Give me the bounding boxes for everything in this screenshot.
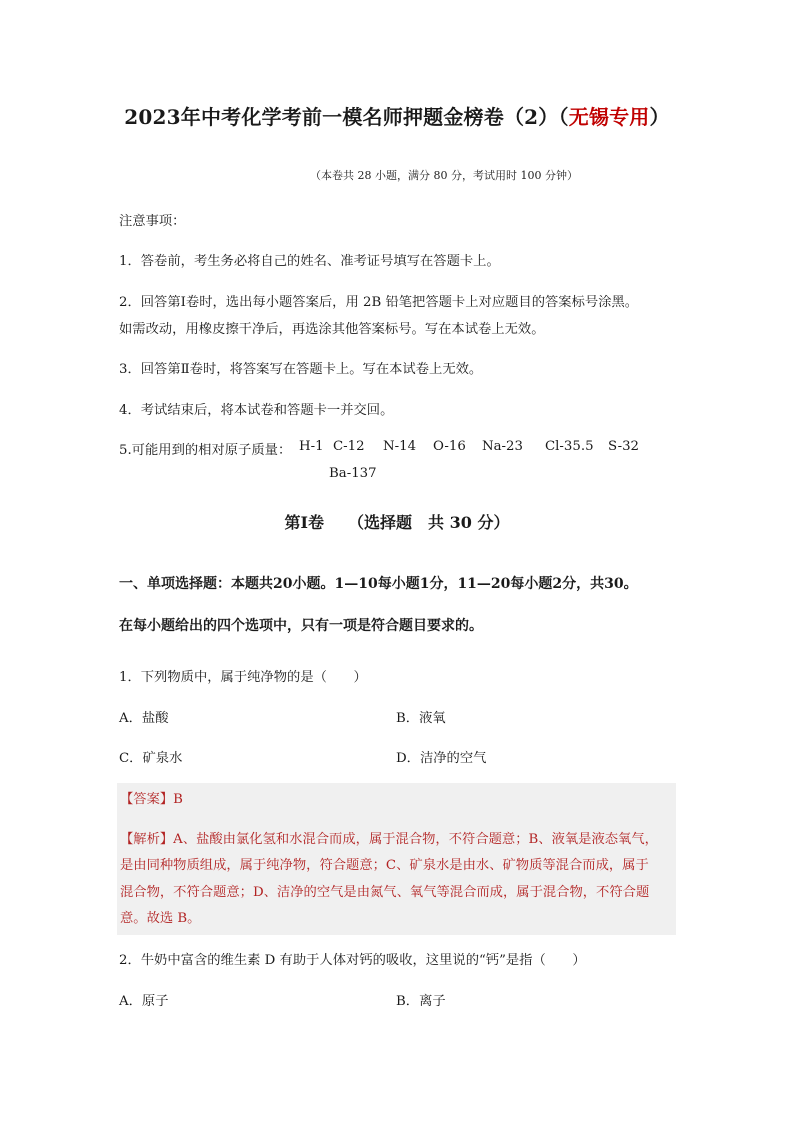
mass-h: H-1	[299, 439, 324, 454]
question-2-stem: 2．牛奶中富含的维生素 D 有助于人体对钙的吸收，这里说的“钙”是指（ ）	[119, 953, 586, 968]
question-1-option-b: B．液氧	[396, 711, 446, 726]
page-title	[0, 101, 794, 130]
mass-na: Na-23	[482, 439, 523, 454]
part1-instruction-2: 在每小题给出的四个选项中，只有一项是符合题目要求的。	[119, 618, 483, 634]
analysis-line-4: 意。故选 B。	[120, 911, 201, 926]
analysis-line-3: 混合物，不符合题意；D、洁净的空气是由氮气、氧气等混合而成，属于混合物，不符合题	[120, 885, 650, 900]
analysis-line-2: 是由同种物质组成，属于纯净物，符合题意；C、矿泉水是由水、矿物质等混合而成，属于	[120, 858, 649, 873]
notice-item-3: 3．回答第Ⅱ卷时，将答案写在答题卡上。写在本试卷上无效。	[119, 362, 483, 377]
notice-item-2a: 2．回答第Ⅰ卷时，选出每小题答案后，用 2B 铅笔把答题卡上对应题目的答案标号涂黑。	[119, 295, 639, 310]
part1-instruction-1: 一、单项选择题：本题共20小题。1—10每小题1分，11—20每小题2分，共30。	[119, 576, 638, 592]
mass-c: C-12	[333, 439, 365, 454]
section-heading: 第Ⅰ卷 （选择题 共 30 分）	[284, 513, 510, 532]
question-1-option-d: D．洁净的空气	[396, 751, 487, 766]
answer-box	[117, 783, 676, 935]
exam-info: （本卷共 28 小题，满分 80 分，考试用时 100 分钟）	[310, 169, 578, 182]
notice-item-1: 1．答卷前，考生务必将自己的姓名、准考证号填写在答题卡上。	[119, 254, 500, 269]
mass-o: O-16	[433, 439, 466, 454]
question-1-stem: 1．下列物质中，属于纯净物的是（ ）	[119, 670, 367, 685]
notice-item-5	[119, 439, 291, 458]
mass-cl: Cl-35.5	[545, 439, 594, 454]
mass-ba: Ba-137	[329, 466, 377, 481]
title-region: 无锡专用	[568, 105, 650, 129]
notice-item-2b: 如需改动，用橡皮擦干净后，再选涂其他答案标号。写在本试卷上无效。	[119, 322, 545, 337]
analysis-line-1: 【解析】A、盐酸由氯化氢和水混合而成，属于混合物，不符合题意；B、液氧是液态氧气，	[120, 832, 658, 847]
mass-s: S-32	[608, 439, 640, 454]
title-end: ）	[649, 105, 670, 129]
notice-item-4: 4．考试结束后，将本试卷和答题卡一并交回。	[119, 403, 394, 418]
answer-label: 【答案】B	[120, 792, 183, 807]
question-1-option-c: C．矿泉水	[119, 751, 183, 766]
mass-n: N-14	[383, 439, 417, 454]
question-2-option-a: A．原子	[119, 994, 169, 1009]
question-1-option-a: A．盐酸	[119, 711, 169, 726]
notice-heading: 注意事项：	[119, 214, 186, 229]
question-2-option-b: B．离子	[396, 994, 446, 1009]
atomic-mass-label: 5.可能用到的相对原子质量：	[119, 443, 292, 458]
title-main: 2023年中考化学考前一模名师押题金榜卷（2）（	[124, 105, 569, 129]
